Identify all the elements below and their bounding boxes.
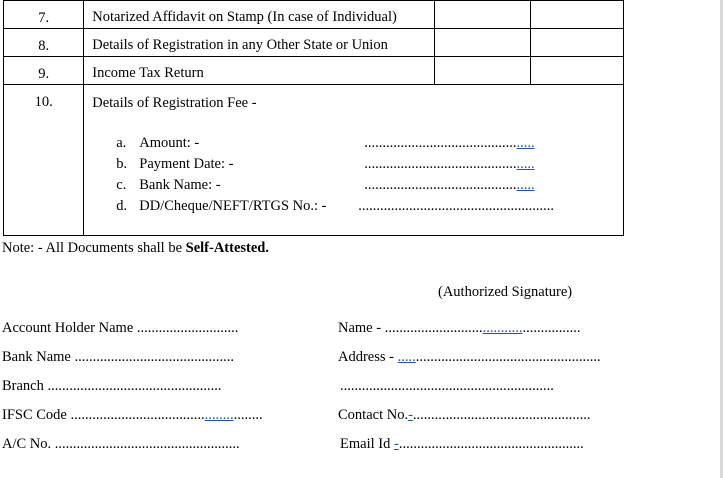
table-row [4, 85, 624, 236]
address-line-2-field: ........................................................... [340, 378, 554, 394]
row-description: Notarized Affidavit on Stamp (In case of Individual) [84, 1, 435, 29]
empty-cell [435, 57, 530, 85]
fee-item-label: Bank Name: - [139, 177, 221, 193]
fee-item-label: Payment Date: - [139, 156, 234, 172]
empty-cell [435, 1, 530, 29]
fee-item-letter: a. [116, 135, 127, 151]
fee-item-dots: ............................................... [364, 177, 535, 193]
account-number-field: A/C No. ................................................... [2, 436, 240, 452]
table-row [4, 57, 624, 85]
empty-cell [530, 1, 623, 29]
row-description: Details of Registration Fee - [92, 95, 257, 111]
row-number: 8. [4, 29, 84, 57]
row-number: 10. [4, 85, 84, 236]
fee-item-label: Amount: - [139, 135, 200, 151]
fee-cell [84, 85, 624, 236]
branch-field: Branch ................................................ [2, 378, 222, 394]
row-description: Details of Registration in any Other State or Union [84, 29, 435, 57]
fee-item-letter: c. [116, 177, 127, 193]
authorized-signature: (Authorized Signature) [438, 284, 573, 300]
empty-cell [435, 29, 530, 57]
row-description: Income Tax Return [84, 57, 435, 85]
row-number: 9. [4, 57, 84, 85]
empty-cell [530, 57, 623, 85]
fee-item-dots: ............................................... [364, 135, 535, 151]
fee-item-dots: ............................................... [364, 156, 535, 172]
ifsc-code-field: IFSC Code ..................................................... [2, 407, 263, 423]
empty-cell [530, 29, 623, 57]
documents-table [3, 0, 624, 236]
email-id-field: Email Id -................................................... [340, 436, 584, 452]
contact-number-field: Contact No.-................................................. [338, 407, 591, 423]
account-holder-name-field: Account Holder Name ............................ [2, 320, 239, 336]
row-number: 7. [4, 1, 84, 29]
fee-item-dots: ...................................................... [358, 198, 554, 214]
name-field: Name - ...................................................... [338, 320, 581, 336]
note: Note: - All Documents shall be Self-Attested. [2, 240, 269, 256]
fee-item-letter: d. [116, 198, 128, 214]
bank-name-field: Bank Name ............................................ [2, 349, 234, 365]
table-row [4, 1, 624, 29]
address-field: Address - ........................................................ [338, 349, 601, 365]
fee-item-label: DD/Cheque/NEFT/RTGS No.: - [139, 198, 327, 214]
fee-item-letter: b. [116, 156, 128, 172]
table-row [4, 29, 624, 57]
